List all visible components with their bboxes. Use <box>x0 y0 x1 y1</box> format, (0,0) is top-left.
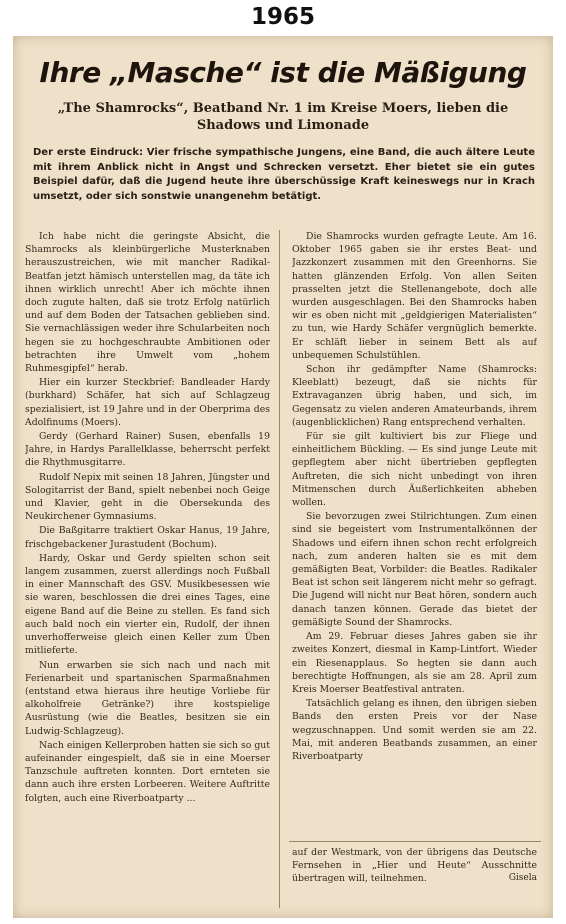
newspaper-clipping <box>13 36 553 918</box>
paragraph: Sie bevorzugen zwei Stilrichtungen. Zum einen sind sie begeistert vom Instrumentalkönnen der Shadows und eifern ihnen schon recht erfolgreich nach, zum anderen halten sie es mit dem gemäßigten Beat, Vorbilder: die Beatles. Radikaler Beat ist schon seit längerem nicht mehr so gefragt. Die Jugend will nicht nur Beat hören, sondern auch danach tanzen können. Gerade das bietet der gemäßigte Sound der Shamrocks. <box>292 511 537 628</box>
paragraph: Rudolf Nepix mit seinen 18 Jahren, Jüngster und Sologitarrist der Band, spielt nebenbei noch Geige und Klavier, geht in die Obersekunda des Neukirchener Gymnasiums. <box>25 471 270 523</box>
paragraph: Nun erwarben sie sich nach und nach mit Ferienarbeit und spartanischen Sparmaßnahmen (entstand etwa hieraus ihre heutige Vorliebe für alkoholfreie Getränke?) ihre kostspielige Ausrüstung (wie die Beatles, besitzen sie ein Ludwig-Schlagzeug). <box>25 659 270 737</box>
paragraph: Schon ihr gedämpfter Name (Shamrocks: Kleeblatt) bezeugt, daß sie nichts für Extravaganzen übrig haben, und sich, im Gegensatz zu vielen anderen Amateurbands, ihrem (augenblicklichen) Rang entsprechend verhalten. <box>292 364 537 428</box>
lead-paragraph: Der erste Eindruck: Vier frische sympathische Jungens, eine Band, die auch ältere Leute mit ihrem Anblick nicht in Angst und Schrecken versetzt. Eher bietet sie ein gutes Beispiel dafür, daß die Jugend heute ihre überschüssige Kraft keineswegs nur in Krach umsetzt, oder sich sonstwie unangenehm betätigt. <box>33 147 535 202</box>
paragraph: Ich habe nicht die geringste Absicht, die Shamrocks als kleinbürgerliche Musterknaben herauszustreichen, wie mit mancher Radikal-Beatfan jetzt hämisch unterstellen mag, da täte ich ihnen wirklich unrecht! Aber ich möchte ihnen doch zugute halten, daß sie trotz Erfolg natürlich und auf dem Boden der Tatsachen geblieben sind. Sie vernachlässigen weder ihre Schularbeiten noch hegen sie zu hochgeschraubte Ambitionen oder betrachten ihre Umwelt vom „hohem Ruhmesgipfel“ herab. <box>25 231 270 375</box>
closing-text: auf der Westmark, von der übrigens das Deutsche Fernsehen in „Hier und Heute“ Ausschnitte übertragen will, teilnehmen. <box>292 847 537 885</box>
year-label: 1965 <box>250 4 315 30</box>
headline: Ihre „Masche“ ist die Mäßigung <box>39 56 527 89</box>
right-column <box>292 230 537 830</box>
section-rule <box>289 841 541 842</box>
column-divider <box>279 230 280 908</box>
paragraph: Tatsächlich gelang es ihnen, den übrigen sieben Bands den ersten Preis vor der Nase wegzuschnappen. Und somit werden sie am 22. Mai, mit anderen Beatbands zusammen, an einer Riverboatparty <box>292 698 537 762</box>
paragraph: Die Shamrocks wurden gefragte Leute. Am 16. Oktober 1965 gaben sie ihr erstes Beat- und Jazzkonzert zusammen mit den Greenhorns. Sie hatten glänzenden Erfolg. Von allen Seiten prasselten jetzt die Stellenangebote, doch alle wurden ausgeschlagen. Bei den Shamrocks haben wir es oben nicht mit „geldgierigen Materialisten“ zu tun, wie Hardy Schäfer vergnüglich bemerkte. Er schläft lieber in seinem Bett als auf unbequemen Schulstühlen. <box>292 231 537 361</box>
paragraph: Gerdy (Gerhard Rainer) Susen, ebenfalls 19 Jahre, in Hardys Parallelklasse, beherrscht perfekt die Rhythmusgitarre. <box>25 431 270 469</box>
paragraph: Die Baßgitarre traktiert Oskar Hanus, 19 Jahre, frischgebackener Jurastudent (Bochum). <box>25 525 270 550</box>
paragraph: Hier ein kurzer Steckbrief: Bandleader Hardy (burkhard) Schäfer, hat sich auf Schlagzeug spezialisiert, ist 19 Jahre und in der Oberprima des Adolfinums (Moers). <box>25 377 270 428</box>
paragraph: Nach einigen Kellerproben hatten sie sich so gut aufeinander eingespielt, daß sie in eine Moerser Tanzschule auftreten konnten. Dort ernteten sie dann auch ihre ersten Lorbeeren. Weitere Auftritte folgten, auch eine Riverboatparty ... <box>25 739 270 804</box>
closing-paragraph <box>292 846 537 886</box>
author-signature: Gisela <box>508 873 537 884</box>
paragraph: Für sie gilt kultiviert bis zur Fliege und einheitlichem Bückling. — Es sind junge Leute mit gepflegtem aber nicht übertrieben gepflegten Auftreten, die sich nicht unbedingt von ihren Mitmenschen durch Äußerlichkeiten abheben wollen. <box>292 431 537 509</box>
paragraph: Am 29. Februar dieses Jahres gaben sie ihr zweites Konzert, diesmal in Kamp-Lintfort. Wieder ein Riesenapplaus. So hegten sie dann auch berechtigte Hoffnungen, als sie am 28. April zum Kreis Moerser Beatfestival antraten. <box>292 631 537 695</box>
paragraph: Hardy, Oskar und Gerdy spielten schon seit langem zusammen, zuerst allerdings noch Fußball in einer Mannschaft des GSV. Musikbesessen wie sie waren, beschlossen die drei eines Tages, eine eigene Band auf die Beine zu stellen. Es fand sich auch bald noch ein vierter ein, Rudolf, der ihnen unverhofferweise gleich einen Keller zum Üben mitlieferte. <box>25 552 270 657</box>
subheadline: „The Shamrocks“, Beatband Nr. 1 im Kreise Moers, lieben die Shadows und Limonade <box>57 101 509 133</box>
left-column <box>25 230 270 906</box>
